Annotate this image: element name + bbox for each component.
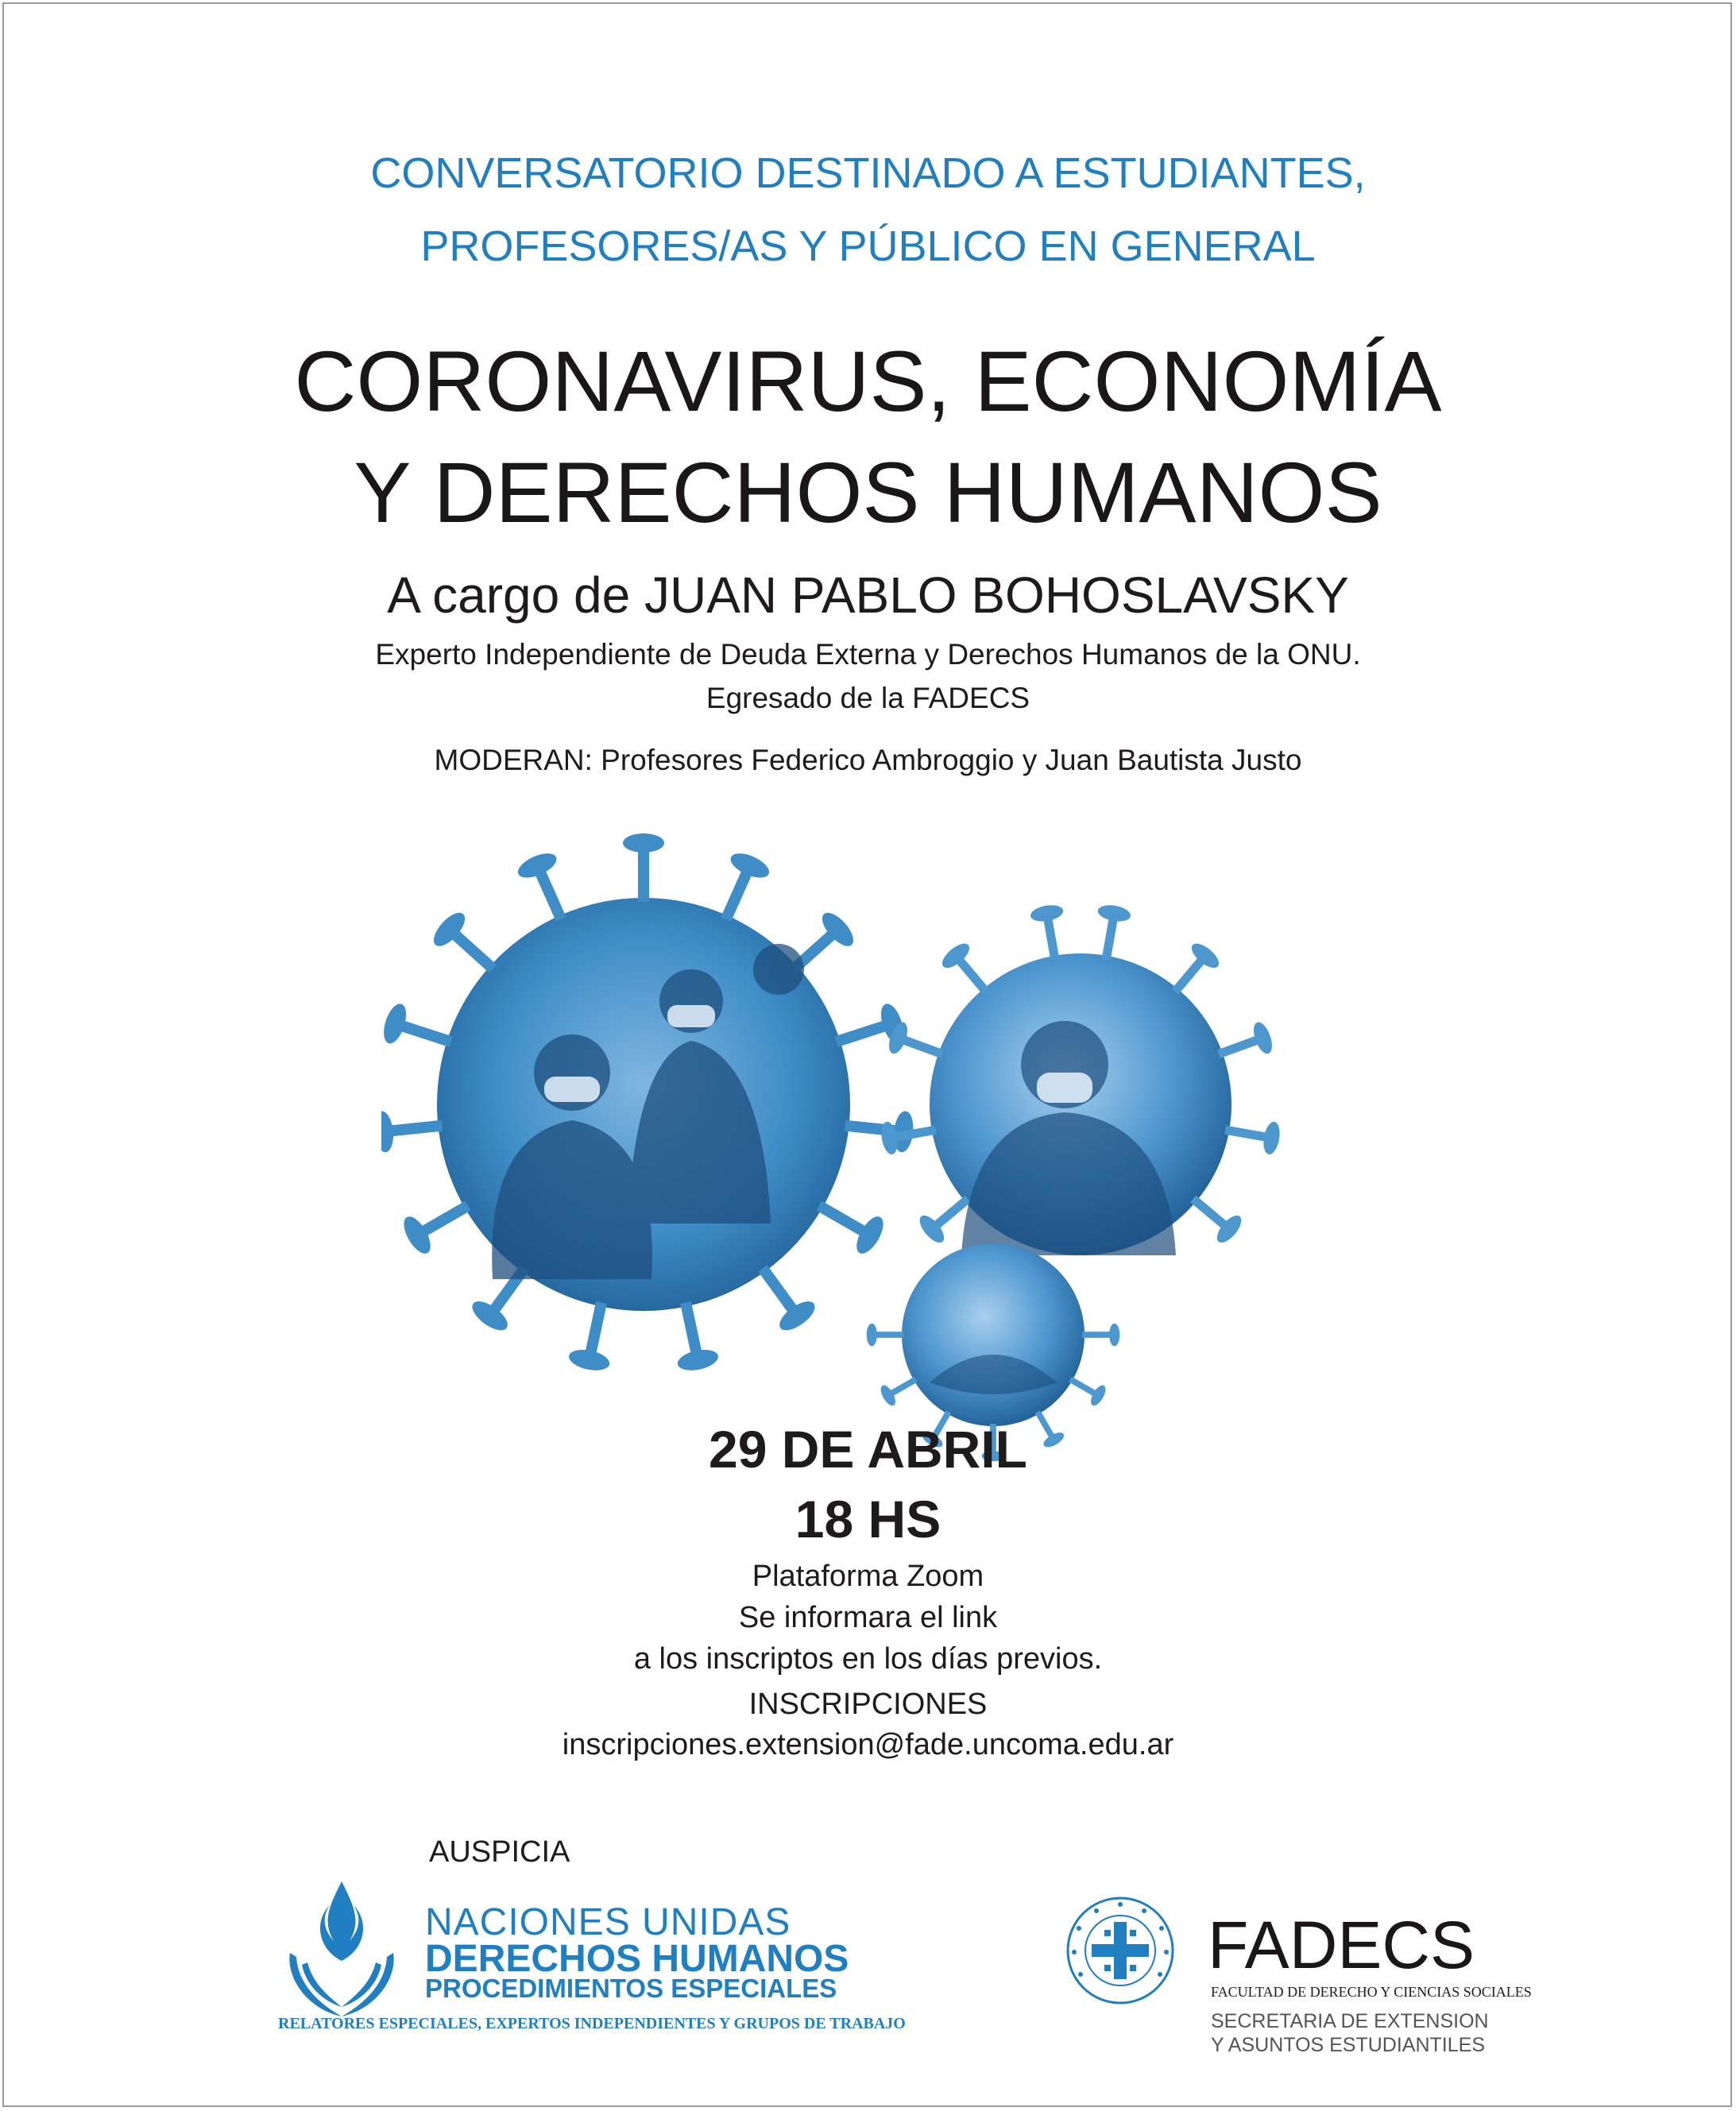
un-line-4: RELATORES ESPECIALES, EXPERTOS INDEPENDIENTES Y GRUPOS DE TRABAJO	[278, 2015, 906, 2032]
event-datetime	[0, 1414, 1736, 1554]
audience-line-1: CONVERSATORIO DESTINADO A ESTUDIANTES,	[370, 149, 1366, 197]
audience-line-2: PROFESORES/AS Y PÚBLICO EN GENERAL	[420, 222, 1316, 270]
event-platform: Plataforma Zoom	[752, 1560, 984, 1593]
moderators-line: MODERAN: Profesores Federico Ambroggio y Juan Bautista Justo	[434, 744, 1302, 776]
registration-email[interactable]: inscripciones.extension@fade.uncoma.edu.ar	[562, 1728, 1174, 1761]
event-link-note-2: a los inscriptos en los días previos.	[633, 1642, 1103, 1676]
un-line-2: DERECHOS HUMANOS	[425, 1938, 849, 1980]
title-line-2: Y DERECHOS HUMANOS	[354, 444, 1382, 540]
fadecs-full-name: FACULTAD DE DERECHO Y CIENCIAS SOCIALES	[1211, 1984, 1532, 2000]
secretaria	[1211, 2009, 1489, 2057]
event-title	[0, 326, 1736, 548]
audience-heading	[0, 137, 1736, 283]
registration-label: INSCRIPCIONES	[748, 1688, 988, 1721]
un-human-rights-logo-icon	[274, 1873, 409, 2024]
large-virus-shape	[381, 833, 915, 1374]
speaker-role-line-2: Egresado de la FADECS	[706, 682, 1030, 714]
fadecs-logo-text: FADECS	[1208, 1908, 1475, 1982]
secretaria-line-1: SECRETARIA DE EXTENSION	[1211, 2010, 1489, 2032]
event-date: 29 DE ABRIL	[709, 1420, 1027, 1479]
speaker-role	[0, 632, 1736, 720]
un-line-3: PROCEDIMIENTOS ESPECIALES	[425, 1974, 837, 2003]
secretaria-line-2: Y ASUNTOS ESTUDIANTILES	[1211, 2034, 1486, 2056]
university-seal-icon	[1065, 1895, 1176, 2006]
title-line-1: CORONAVIRUS, ECONOMÍA	[294, 333, 1442, 429]
event-info	[0, 1556, 1736, 1680]
sponsors-label: AUSPICIA	[429, 1835, 570, 1869]
virus-photo-collage	[381, 787, 1327, 1478]
medium-virus-shape	[879, 903, 1282, 1255]
un-line-1: NACIONES UNIDAS	[425, 1901, 791, 1943]
event-link-note-1: Se informara el link	[738, 1601, 998, 1634]
event-time: 18 HS	[795, 1490, 941, 1548]
speaker-role-line-1: Experto Independiente de Deuda Externa y Derechos Humanos de la ONU.	[375, 638, 1361, 671]
speaker-line: A cargo de JUAN PABLO BOHOSLAVSKY	[387, 566, 1349, 624]
